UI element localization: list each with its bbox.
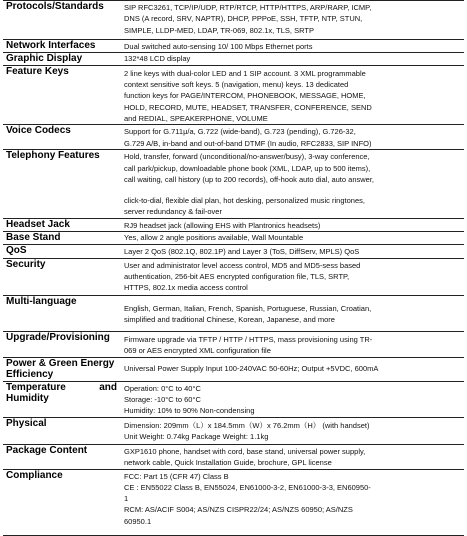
spec-label: Compliance [6,469,63,481]
spec-value-line: HOLD, RECORD, MUTE, HEADSET, TRANSFER, CONFERENCE, SEND [124,102,372,112]
spec-label: Headset Jack [6,218,70,230]
spec-value [121,331,464,357]
spec-value [121,185,464,218]
spec-value [121,417,464,444]
spec-value-line: Universal Power Supply Input 100-240VAC 50-60Hz; Output +5VDC, 600mA [124,363,379,373]
spec-value [121,1,464,40]
spec-row-temperature-and-humidity [3,381,464,417]
spec-value-line: Dimension: 209mm（L）x 184.5mm（W）x 76.2mm（H） (with handset) [124,420,370,430]
spec-value-line: server redundancy & fail-over [124,207,222,217]
spec-value-line: context sensitive soft keys. 5 (navigation, menu) keys. 13 dedicated [124,80,349,90]
spec-label: Voice Codecs [6,125,71,137]
spec-label: Physical [6,417,47,429]
spec-value [121,53,464,66]
spec-row-graphic-display [3,53,464,66]
spec-row-base-stand [3,232,464,245]
spec-label: Power & Green Energy Efficiency [6,357,115,381]
spec-value [121,444,464,469]
spec-row-voice-codecs [3,125,464,150]
spec-value-line: 60950.1 [124,516,152,526]
spec-row-package-content [3,444,464,469]
spec-label [3,185,121,218]
spec-label: Protocols/Standards [6,1,104,12]
spec-value-line: HTTPS, 802.1x media access control [124,283,248,293]
spec-value [121,150,464,185]
spec-value-line: Firmware upgrade via TFTP / HTTP / HTTPS, mass provisioning using TR- [124,334,373,344]
spec-value-line: G.729 A/B, in-band and out-of-band DTMF (In audio, RFC2833, SIP INFO) [124,138,372,148]
spec-label: Feature Keys [6,65,69,77]
spec-value-line: call park/pickup, downloadable phone book (XML, LDAP, up to 500 items), [124,163,371,173]
spec-value [121,125,464,150]
spec-value-line: SIP RFC3261, TCP/IP/UDP, RTP/RTCP, HTTP/HTTPS, ARP/RARP, ICMP, [124,3,372,12]
spec-value-line: and REDIAL, SPEAKERPHONE, VOLUME [124,113,268,123]
spec-value [121,295,464,331]
spec-row-feature-keys [3,65,464,124]
spec-row-protocols-standards [3,1,464,40]
spec-value-line: Layer 2 QoS (802.1Q, 802.1P) and Layer 3 (ToS, DiffServ, MPLS) QoS [124,246,360,256]
spec-row-telephony-features [3,150,464,185]
spec-value-line: network cable, Quick Installation Guide, brochure, GPL license [124,457,332,467]
spec-value-line: SIMPLE, LLDP-MED, LDAP, TR-069, 802.1x, TLS, SRTP [124,25,314,35]
spec-row-compliance [3,469,464,535]
spec-value-line: CE : EN55022 Class B, EN55024, EN61000-3-2, EN61000-3-3, EN60950- [124,482,371,492]
spec-value-line: User and administrator level access control, MD5 and MD5-sess based [124,260,361,270]
spec-value-line: Yes, allow 2 angle positions available, Wall Mountable [124,233,304,243]
spec-value-line: 069 or AES encrypted XML configuration file [124,345,271,355]
spec-row-power-and-green-energy-efficiency [3,357,464,381]
spec-label: Temperature and Humidity [6,381,117,405]
spec-row-upgrade-provisioning [3,331,464,357]
spec-label: Network Interfaces [6,40,96,51]
spec-value-line: click-to-dial, flexible dial plan, hot desking, personalized music ringtones, [124,196,365,206]
spec-row-security [3,258,464,295]
spec-row-qos [3,244,464,258]
spec-label: Graphic Display [6,53,83,65]
spec-value-line: 132*48 LCD display [124,54,191,64]
spec-value [121,65,464,124]
spec-row-headset-jack [3,218,464,231]
spec-label: Multi-language [6,295,77,307]
specifications-table [3,0,464,536]
spec-value-line: Unit Weight: 0.74kg Package Weight: 1.1kg [124,431,269,441]
spec-value-line: Operation: 0°C to 40°C [124,383,201,393]
spec-label: QoS [6,244,27,256]
spec-label: Telephony Features [6,150,100,162]
spec-value-line: Storage: -10°C to 60°C [124,394,201,404]
spec-value-line: DNS (A record, SRV, NAPTR), DHCP, PPPoE, SSH, TFTP, NTP, STUN, [124,14,363,24]
specifications-body [3,1,464,536]
spec-value-line: RJ9 headset jack (allowing EHS with Plantronics headsets) [124,220,321,230]
spec-value-line: Support for G.711μ/a, G.722 (wide-band), G.723 (pending), G.726-32, [124,127,356,137]
spec-label: Security [6,258,46,270]
spec-value [121,469,464,535]
spec-value-line: GXP1610 phone, handset with cord, base stand, universal power supply, [124,446,366,456]
spec-value [121,40,464,53]
spec-value-line: Humidity: 10% to 90% Non-condensing [124,406,255,416]
spec-value-line: 2 line keys with dual-color LED and 1 SIP account. 3 XML programmable [124,68,366,78]
spec-value-line: FCC: Part 15 (CFR 47) Class B [124,471,229,481]
spec-value-line: authentication, 256-bit AES encrypted configuration file, TLS, SRTP, [124,271,350,281]
spec-value-line: function keys for PAGE/INTERCOM, PHONEBOOK, MESSAGE, HOME, [124,91,366,101]
spec-value-line: English, German, Italian, French, Spanish, Portuguese, Russian, Croatian, [124,303,372,313]
spec-row-network-interfaces [3,40,464,53]
spec-row-multi-language [3,295,464,331]
spec-value [121,244,464,258]
spec-value-line: call waiting, call history (up to 200 records), off-hook auto dial, auto answer, [124,174,374,184]
spec-row-physical [3,417,464,444]
spec-label: Upgrade/Provisioning [6,331,110,343]
spec-label: Base Stand [6,232,61,244]
spec-value-line: 1 [124,494,129,504]
spec-value-line: RCM: AS/ACIF S004; AS/NZS CISPR22/24; AS/NZS 60950; AS/NZS [124,505,353,515]
spec-value [121,218,464,231]
spec-label: Package Content [6,444,88,456]
spec-value [121,232,464,245]
spec-value-line: simplified and traditional Chinese, Korean, Japanese, and more [124,314,335,324]
spec-row-telephony-features-continued [3,185,464,218]
spec-value-line: Dual switched auto-sensing 10/ 100 Mbps Ethernet ports [124,42,313,51]
spec-value [121,258,464,295]
spec-value-line: Hold, transfer, forward (unconditional/no-answer/busy), 3-way conference, [124,152,370,162]
spec-value [121,381,464,417]
spec-value [121,357,464,381]
